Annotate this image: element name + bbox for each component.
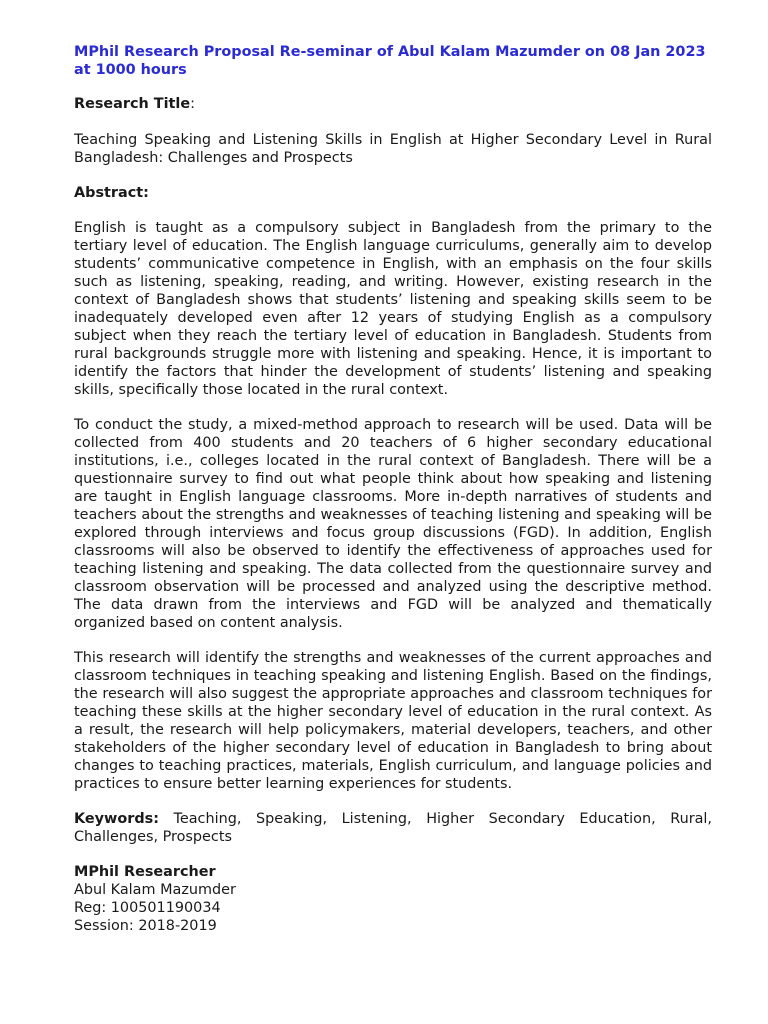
- researcher-label: MPhil Researcher: [74, 864, 216, 880]
- keywords-colon: :: [153, 811, 159, 827]
- abstract-paragraph-3: This research will identify the strengths and weaknesses of the current approaches and classroom techniques in teaching speaking and listening English. Based on the findings, the research will also suggest the appropriate approaches and classroom techniques for teaching these skills at the higher secondary level of education in the rural context. As a result, the research will help policymakers, material developers, teachers, and other stakeholders of the higher secondary level of education in Bangladesh to bring about changes to teaching practices, materials, English curriculum, and language policies and practices to ensure better learning experiences for students.: [74, 650, 712, 792]
- research-title-colon: :: [190, 96, 195, 112]
- research-title-label-line: [74, 95, 712, 113]
- researcher-session: Session: 2018-2019: [74, 918, 217, 934]
- keywords-label: Keywords: [74, 811, 154, 827]
- keywords-line: [74, 810, 712, 846]
- research-title-text: Teaching Speaking and Listening Skills in English at Higher Secondary Level in Rural Bangladesh: Challenges and Prospects: [74, 132, 712, 166]
- researcher-block: [74, 863, 712, 935]
- document-heading: MPhil Research Proposal Re-seminar of Abul Kalam Mazumder on 08 Jan 2023 at 1000 hours: [74, 44, 706, 78]
- keywords-text: Teaching, Speaking, Listening, Higher Secondary Education, Rural, Challenges, Prospects: [74, 811, 712, 845]
- researcher-reg: Reg: 100501190034: [74, 900, 221, 916]
- research-title-label: Research Title: [74, 96, 191, 112]
- document-page: [74, 43, 712, 935]
- abstract-paragraph-2: To conduct the study, a mixed-method approach to research will be used. Data will be collected from 400 students and 20 teachers of 6 higher secondary educational institutions, i.e., colleges located in the rural context of Bangladesh. There will be a questionnaire survey to find out what people think about how speaking and listening are taught in English language classrooms. More in-depth narratives of students and teachers about the strengths and weaknesses of teaching listening and speaking will be explored through interviews and focus group discussions (FGD). In addition, English classrooms will also be observed to identify the effectiveness of approaches used for teaching listening and speaking. The data collected from the questionnaire survey and classroom observation will be processed and analyzed using the descriptive method. The data drawn from the interviews and FGD will be analyzed and thematically organized based on content analysis.: [74, 417, 712, 631]
- abstract-label: Abstract:: [74, 185, 149, 201]
- researcher-name: Abul Kalam Mazumder: [74, 882, 236, 898]
- abstract-paragraph-1: English is taught as a compulsory subject in Bangladesh from the primary to the tertiary level of education. The English language curriculums, generally aim to develop students’ communicative competence in English, with an emphasis on the four skills such as listening, speaking, reading, and writing. However, existing research in the context of Bangladesh shows that students’ listening and speaking skills seem to be inadequately developed even after 12 years of studying English as a compulsory subject when they reach the tertiary level of education in Bangladesh. Students from rural backgrounds struggle more with listening and speaking. Hence, it is important to identify the factors that hinder the development of students’ listening and speaking skills, specifically those located in the rural context.: [74, 220, 712, 398]
